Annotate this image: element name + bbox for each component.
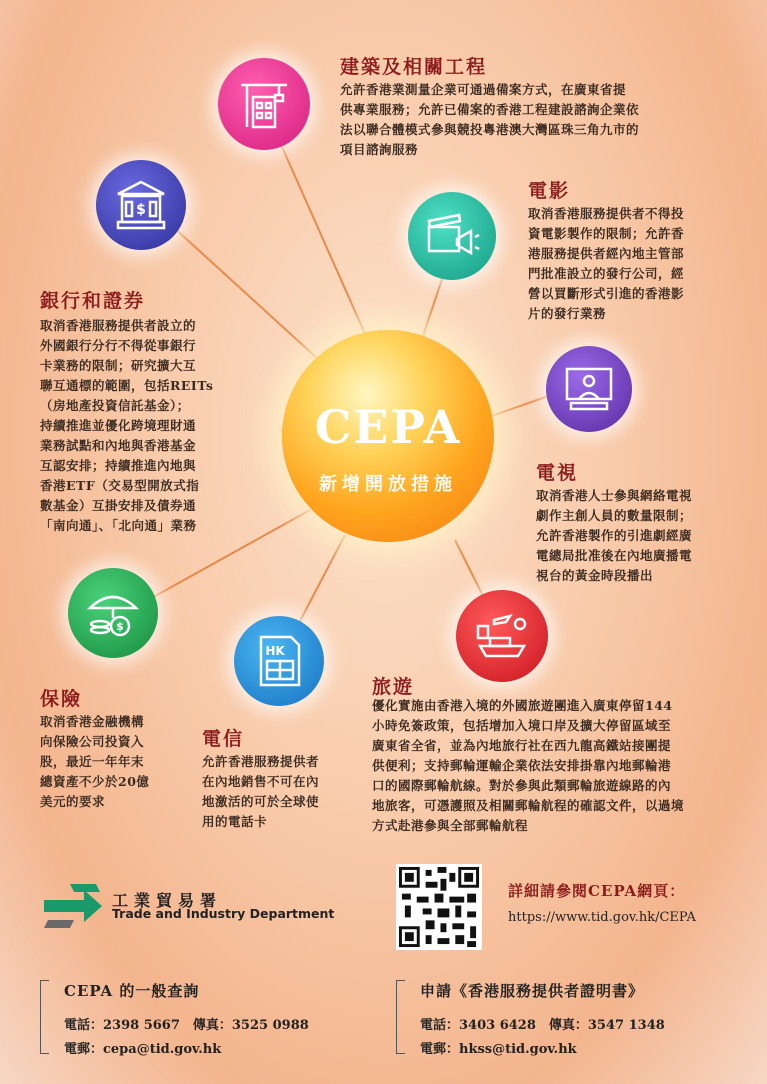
cepa-website-link[interactable]: https://www.tid.gov.hk/CEPA (508, 910, 696, 925)
telecom-heading: 電信 (202, 728, 245, 750)
enquiry-email[interactable]: 電郵：cepa@tid.gov.hk (64, 1042, 222, 1057)
text-line: 門批准設立的發行公司，經 (528, 266, 685, 281)
text-line: 港服務提供者經內地主管部 (528, 246, 685, 261)
text-line: 項目諮詢服務 (340, 142, 419, 157)
construction-icon-circle (218, 58, 310, 150)
more-info-label: 詳細請參閱CEPA網頁： (508, 882, 686, 900)
text-line: 取消香港服務提供者不得投 (528, 206, 685, 221)
text-line: 取消香港人士參與網絡電視 (536, 488, 693, 503)
text-line: 聯互通標的範圍，包括REITs (40, 378, 214, 393)
text-line: 用的電話卡 (202, 814, 268, 829)
cert-phone-fax: 電話：3403 6428 傳真：3547 1348 (420, 1018, 665, 1033)
text-line: 口的國際郵輪航線。對於參與此類郵輪旅遊線路的內 (372, 778, 672, 793)
cert-email[interactable]: 電郵：hkss@tid.gov.hk (420, 1042, 577, 1057)
text-line: 外國銀行分行不得從事銀行 (40, 338, 197, 353)
text-line: 地激活的可於全球使 (202, 794, 320, 809)
insurance-text (40, 712, 190, 812)
text-line: 向保險公司投資入 (40, 734, 145, 749)
svg-text:HK: HK (265, 644, 285, 658)
text-line: 允許香港製作的引進劇經廣 (536, 528, 693, 543)
umbrella-coins-icon (84, 584, 142, 642)
enquiry-title: CEPA 的一般查詢 (64, 982, 200, 1000)
telecom-text (202, 752, 362, 832)
cepa-center-sphere (282, 330, 494, 542)
banking-heading: 銀行和證券 (40, 290, 146, 312)
banking-icon-circle (96, 160, 186, 250)
text-line: 卡業務的限制；研究擴大互 (40, 358, 197, 373)
tourism-text (372, 696, 757, 836)
text-line: 允許香港服務提供者 (202, 754, 320, 769)
text-line: 電總局批准後在內地廣播電 (536, 548, 693, 563)
cepa-title: CEPA (314, 400, 462, 454)
text-line: 片的發行業務 (528, 306, 607, 321)
text-line: 香港ETF（交易型開放式指 (40, 478, 200, 493)
svg-text:$: $ (116, 620, 124, 633)
text-line: 供便利；支持郵輪運輸企業依法安排掛靠內地郵輪港 (372, 758, 672, 773)
text-line: 取消香港金融機構 (40, 714, 145, 729)
text-line: 視台的黃金時段播出 (536, 568, 654, 583)
svg-text:$: $ (136, 202, 146, 218)
cert-bracket (396, 980, 405, 1054)
plane-ship-luggage-icon (472, 606, 532, 666)
text-line: 允許香港業測量企業可通過備案方式，在廣東省提 (340, 82, 627, 97)
text-line: 美元的要求 (40, 794, 106, 809)
film-text (528, 204, 738, 324)
tourism-icon-circle (456, 590, 548, 682)
text-line: （房地產投資信託基金）； (40, 398, 190, 413)
text-line: 地旅客，可憑護照及相關郵輪航程的確認文件，以過境 (372, 798, 685, 813)
text-line: 營以買斷形式引進的香港影 (528, 286, 685, 301)
film-icon-circle (408, 192, 496, 280)
text-line: 業務試點和內地與香港基金 (40, 438, 197, 453)
text-line: 取消香港服務提供者設立的 (40, 318, 197, 333)
clapperboard-megaphone-icon (423, 207, 481, 265)
text-line: 劇作主創人員的數量限制； (536, 508, 693, 523)
text-line: 供專業服務；允許已備案的香港工程建設諮詢企業依 (340, 102, 640, 117)
text-line: 總資產不少於20億 (40, 774, 150, 789)
qr-code[interactable] (396, 864, 482, 950)
tv-heading: 電視 (536, 462, 579, 484)
tv-icon-circle (546, 346, 632, 432)
insurance-heading: 保險 (40, 688, 83, 710)
text-line: 小時免簽政策，包括增加入境口岸及擴大停留區域至 (372, 718, 672, 733)
text-line: 股，最近一年年末 (40, 754, 145, 769)
cert-title: 申請《香港服務提供者證明書》 (420, 982, 645, 1000)
text-line: 持續推進並優化跨境理財通 (40, 418, 197, 433)
film-heading: 電影 (528, 180, 571, 202)
tv-text (536, 486, 746, 586)
enquiry-bracket (40, 980, 49, 1054)
construction-heading: 建築及相關工程 (340, 56, 488, 78)
telecom-icon-circle (234, 616, 324, 706)
tourism-heading: 旅遊 (372, 676, 415, 698)
tid-name-en: Trade and Industry Department (112, 906, 335, 921)
text-line: 廣東省全省，並為內地旅行社在西九龍高鐵站接團提 (372, 738, 672, 753)
text-line: 「南向通」、「北向通」業務 (40, 518, 197, 533)
tid-logo-icon (40, 880, 104, 932)
text-line: 資電影製作的限制；允許香 (528, 226, 685, 241)
enquiry-phone-fax: 電話：2398 5667 傳真：3525 0988 (64, 1018, 309, 1033)
text-line: 在內地銷售不可在內 (202, 774, 320, 789)
crane-building-icon (235, 75, 293, 133)
construction-text (340, 80, 740, 160)
text-line: 方式赴港參與全部郵輪航程 (372, 818, 529, 833)
bank-building-icon (112, 176, 170, 234)
text-line: 優化實施由香港入境的外國旅遊團進入廣東停留144 (372, 698, 673, 713)
insurance-icon-circle (68, 568, 158, 658)
banking-text (40, 316, 240, 536)
text-line: 法以聯合體模式參與競投粵港澳大灣區珠三角九市的 (340, 122, 640, 137)
text-line: 數基金）互掛安排及債券通 (40, 498, 197, 513)
hk-sim-card-icon (251, 633, 307, 689)
tv-presenter-icon (561, 361, 617, 417)
tid-name-zh: 工業貿易署 (112, 891, 223, 910)
cepa-subtitle: 新增開放措施 (319, 474, 457, 495)
text-line: 互認安排；持續推進內地與 (40, 458, 197, 473)
